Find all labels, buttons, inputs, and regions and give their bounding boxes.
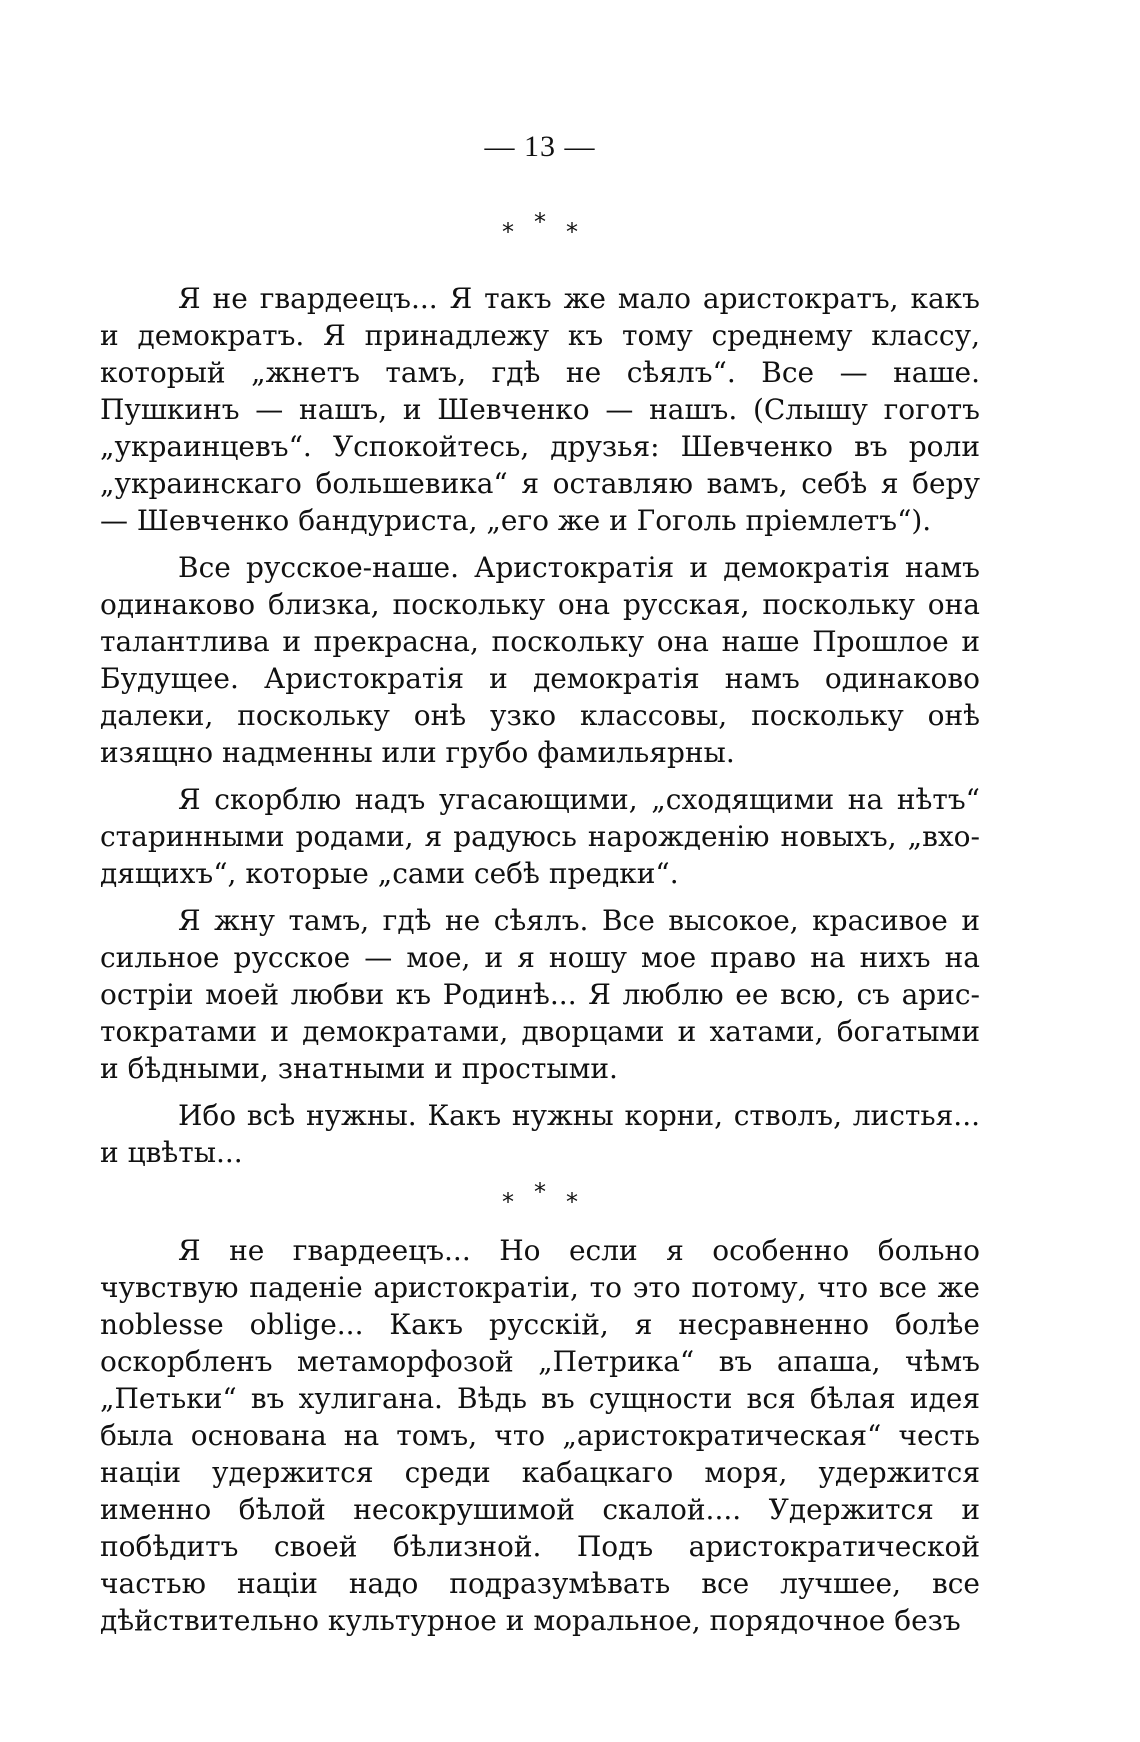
asterisk-icon: * xyxy=(502,218,514,246)
section-2-text xyxy=(100,1232,980,1639)
asterisk-icon: * xyxy=(534,1178,546,1206)
paragraph: Я не гвардеецъ... Но если я особенно больно чувствую паденіе аристократіи, то это потому, что все же noblesse oblige... Какъ русскій, я несравненно болѣе оскорбленъ метаморфозой „Петрика“ въ апаша, чѣмъ „Петьки“ въ хулигана. Вѣдь въ сущности вся бѣлая идея была основана на томъ, что „аристократическая“ честь націи удержится среди кабацкаго моря, удержится именно бѣлой несокрушимой скалой.... Удержится и побѣдитъ своей бѣлизной. Подъ аристократической частью націи надо подразумѣвать все лучшее, все дѣйствительно культурное и моральное, порядочное безъ xyxy=(100,1234,980,1637)
book-page xyxy=(100,0,980,1742)
asterisk-icon: * xyxy=(502,1188,514,1216)
paragraph: Я скорблю надъ угасающими, „сходящими на нѣтъ“ старинными родами, я радуюсь нарожденію новыхъ, „входящихъ“, которые „сами себѣ предки“. xyxy=(100,783,980,890)
paragraph: Я жну тамъ, гдѣ не сѣялъ. Все высокое, красивое и сильное русское — мое, и я ношу мое право на нихъ на остріи моей любви къ Родинѣ... Я люблю ее всю, съ аристократами и демократами, дворцами и хатами, богатыми и бѣдными, знатными и простыми. xyxy=(100,904,980,1085)
asterisk-icon: * xyxy=(566,218,578,246)
paragraph: Я не гвардеецъ... Я такъ же мало аристократъ, какъ и демократъ. Я принадлежу къ тому среднему классу, который „жнетъ тамъ, гдѣ не сѣялъ“. Все — наше. Пушкинъ — нашъ, и Шевченко — нашъ. (Слышу гоготъ „украинцевъ“. Успокойтесь, друзья: Шевченко въ роли „украинскаго большевика“ я оставляю вамъ, себѣ я беру — Шевченко бандуриста, „его же и Гоголь пріемлетъ“). xyxy=(100,282,980,537)
section-separator-1 xyxy=(100,208,980,246)
section-separator-2 xyxy=(100,1178,980,1216)
paragraph: Все русское-наше. Аристократія и демократія намъ одинаково близка, поскольку она русская, поскольку она талантлива и прекрасна, поскольку она наше Прошлое и Будущее. Аристократія и демократія намъ одинаково далеки, поскольку онѣ узко классовы, поскольку онѣ изящно надменны или грубо фамильярны. xyxy=(100,551,980,769)
page-number: — 13 — xyxy=(484,130,596,163)
asterisk-icon: * xyxy=(534,208,546,236)
section-1-text xyxy=(100,280,980,1171)
asterisk-icon: * xyxy=(566,1188,578,1216)
paragraph: Ибо всѣ нужны. Какъ нужны корни, стволъ, листья... и цвѣты... xyxy=(100,1099,980,1169)
